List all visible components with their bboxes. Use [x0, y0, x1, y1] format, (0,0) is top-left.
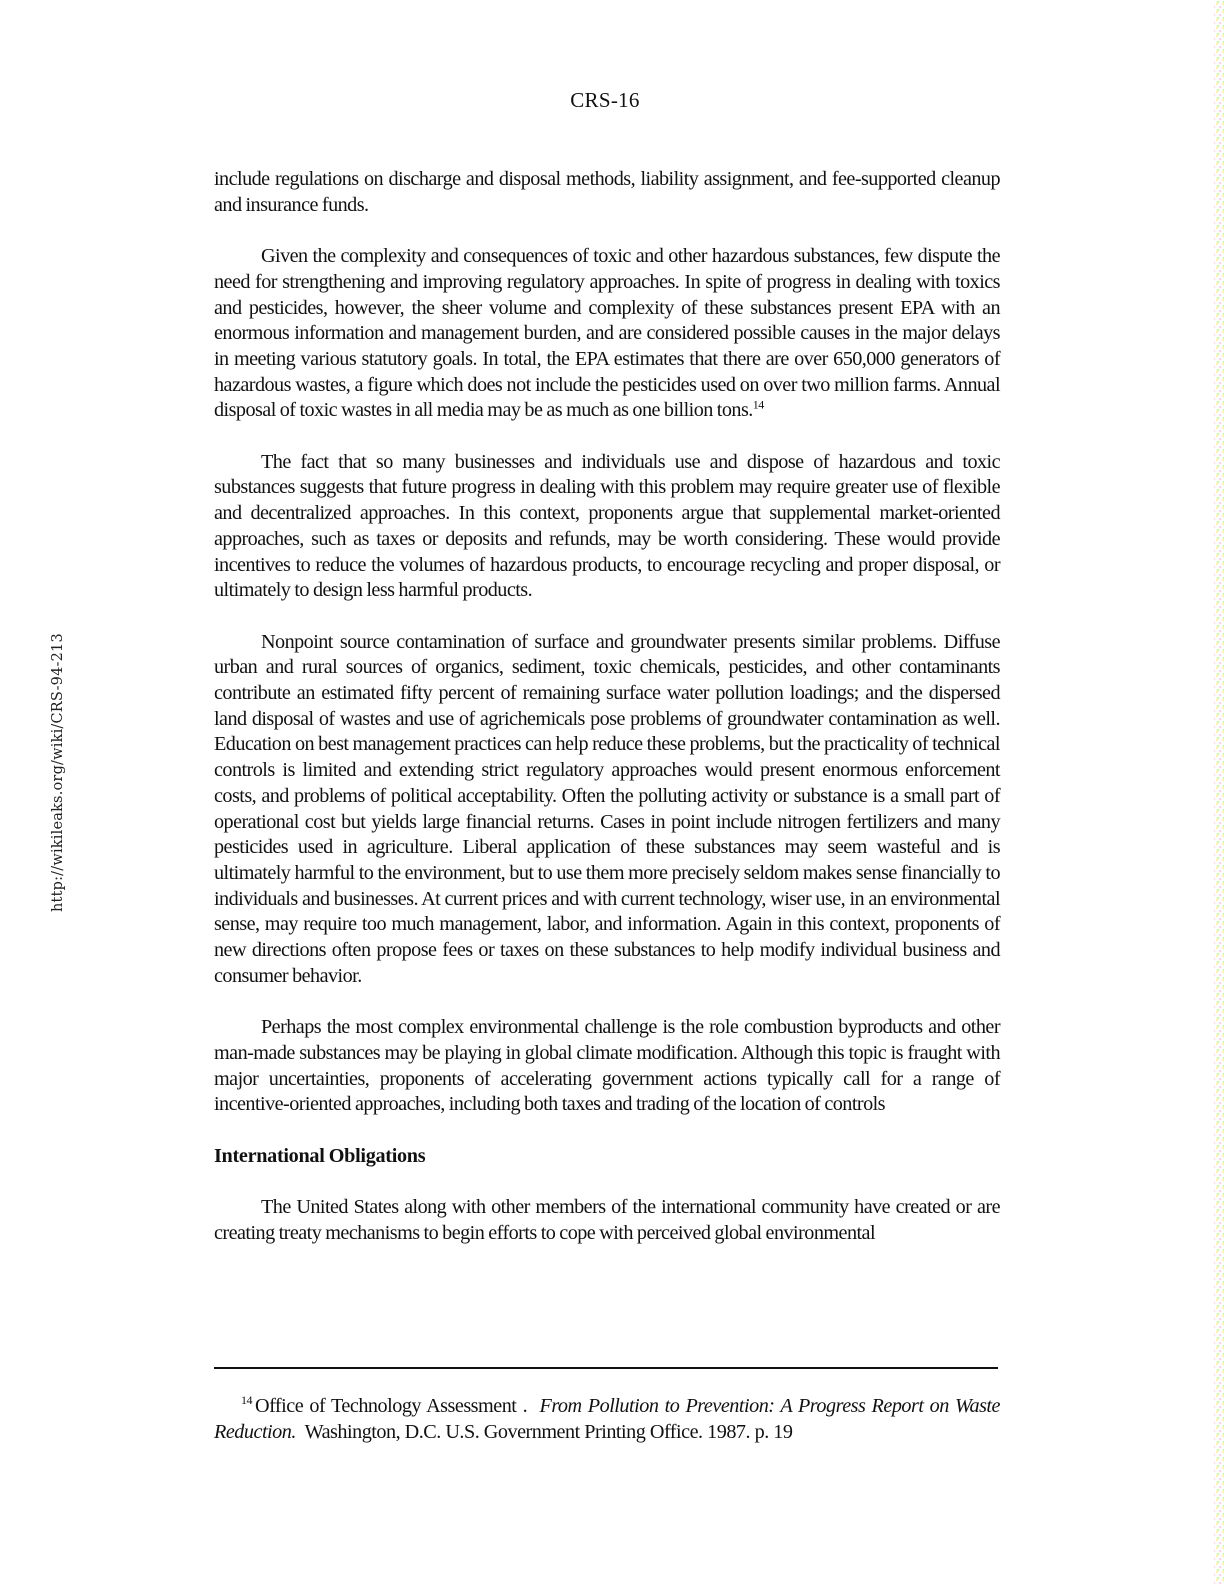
- paragraph-text: Perhaps the most complex environmental challenge is the role combustion byproducts and other man-made substances may be playing in global climate modification. Although this topic is fraught with major uncertainties, proponents of accelerating government actions typically call for a range of incentive-oriented approaches, including both taxes and trading of the location of controls: [214, 1016, 1000, 1116]
- paragraph-text: The fact that so many businesses and individuals use and dispose of hazardous and toxic substances suggests that future progress in dealing with this problem may require greater use of flexible and decentralized approaches. In this context, proponents argue that supplemental market-oriented approaches, such as taxes or deposits and refunds, may be worth considering. These would provide incentives to reduce the volumes of hazardous products, to encourage recycling and proper disposal, or ultimately to design less harmful products.: [214, 450, 1000, 602]
- footnote: [214, 1393, 1000, 1445]
- paragraph-5: [214, 1015, 1000, 1118]
- footnote-title: From Pollution to Prevention: A Progress Report on Waste Reduction.: [214, 1395, 1000, 1443]
- footnote-publisher: Washington, D.C. U.S. Government Printing Office. 1987. p. 19: [304, 1421, 793, 1443]
- document-body: [214, 167, 1000, 1272]
- paragraph-text: The United States along with other members of the international community have created or are creating treaty mechanisms to begin efforts to cope with perceived global environmental: [214, 1196, 1000, 1244]
- footnote-author: Office of Technology Assessment .: [255, 1395, 528, 1417]
- footnote-reference[interactable]: 14: [752, 397, 764, 412]
- scan-edge-artifact: [1214, 0, 1224, 1584]
- paragraph-4: [214, 630, 1000, 990]
- paragraph-text: Given the complexity and consequences of toxic and other hazardous substances, few dispute the need for strengthening and improving regulatory approaches. In spite of progress in dealing with toxics and pesticides, however, the sheer volume and complexity of these substances present EPA with an enormous information and management burden, and are considered possible causes in the major delays in meeting various statutory goals. In total, the EPA estimates that there are over 650,000 generators of hazardous wastes, a figure which does not include the pesticides used on over two million farms. Annual disposal of toxic wastes in all media may be as much as one billion tons.: [214, 245, 1000, 422]
- paragraph-6: [214, 1195, 1000, 1246]
- paragraph-3: [214, 450, 1000, 604]
- paragraph-text: include regulations on discharge and disposal methods, liability assignment, and fee-supported cleanup and insurance funds.: [214, 168, 1000, 216]
- paragraph-1: [214, 167, 1000, 218]
- paragraph-2: [214, 244, 1000, 424]
- section-heading: International Obligations: [214, 1144, 426, 1167]
- page-header: CRS-16: [570, 88, 640, 112]
- side-watermark-url: http://wikileaks.org/wiki/CRS-94-213: [50, 633, 66, 912]
- paragraph-text: Nonpoint source contamination of surface and groundwater presents similar problems. Diffuse urban and rural sources of organics, sediment, toxic chemicals, pesticides, and other contaminants contribute an estimated fifty percent of remaining surface water pollution loadings; and the dispersed land disposal of wastes and use of agrichemicals pose problems of groundwater contamination as well. Education on best management practices can help reduce these problems, but the practicality of technical controls is limited and extending strict regulatory approaches would present enormous enforcement costs, and problems of political acceptability. Often the polluting activity or substance is a small part of operational cost but yields large financial returns. Cases in point include nitrogen fertilizers and many pesticides used in agriculture. Liberal application of these substances may seem wasteful and is ultimately harmful to the environment, but to use them more precisely seldom makes sense financially to individuals and businesses. At current prices and with current technology, wiser use, in an environmental sense, may require too much management, labor, and information. Again in this context, proponents of new directions often propose fees or taxes on these substances to help modify individual business and consumer behavior.: [214, 630, 1000, 987]
- footnote-divider: [214, 1367, 998, 1369]
- footnote-number: 14: [241, 1393, 252, 1408]
